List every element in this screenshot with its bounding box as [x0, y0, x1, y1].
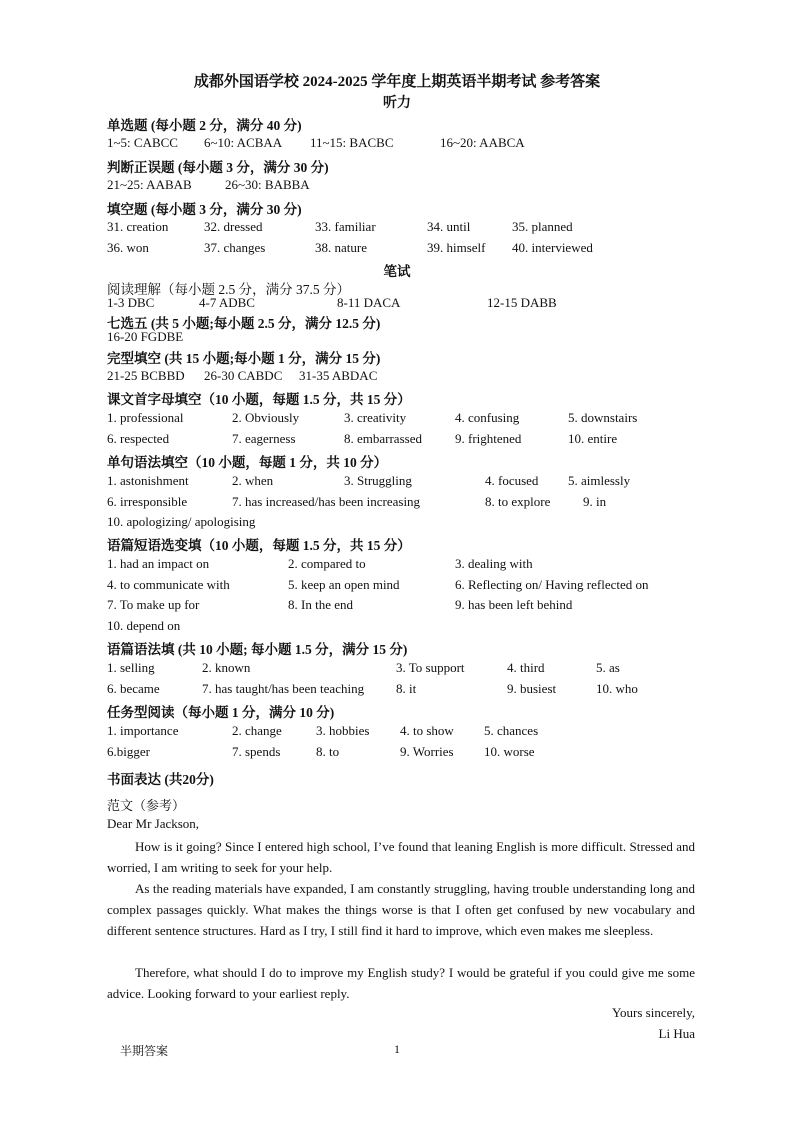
answer-cell: 8. In the end [288, 597, 353, 612]
section-heading-seven-five: 七选五 (共 5 小题;每小题 2.5 分，满分 12.5 分) [107, 316, 381, 331]
answer-row [107, 597, 707, 615]
answer-cell: 4-7 ADBC [199, 295, 255, 310]
answer-cell: 31. creation [107, 219, 169, 234]
section-heading-initial-letter: 课文首字母填空（10 小题，每题 1.5 分，共 15 分） [107, 392, 411, 407]
section-heading-task-reading: 任务型阅读（每小题 1 分，满分 10 分) [107, 705, 335, 720]
answer-cell: 38. nature [315, 240, 367, 255]
answer-cell: 9. Worries [400, 744, 454, 759]
answer-cell: 9. in [583, 494, 607, 509]
answer-cell: 3. To support [396, 660, 465, 675]
answer-cell: 1~5: CABCC [107, 135, 178, 150]
answer-cell: 4. third [507, 660, 545, 675]
section-heading-grammar-single: 单句语法填空（10 小题，每题 1 分，共 10 分） [107, 455, 388, 470]
answer-cell: 6. irresponsible [107, 494, 188, 509]
answer-row [107, 368, 707, 386]
answer-row [107, 660, 707, 678]
answer-row [107, 177, 707, 195]
letter-paragraph: Therefore, what should I do to improve my English study? I would be grateful if you could give me some advice. Looking forward to your earliest reply. [107, 965, 695, 1001]
answer-cell: 6.bigger [107, 744, 150, 759]
answer-cell: 5. chances [484, 723, 539, 738]
answer-row [107, 494, 707, 512]
answer-cell: 40. interviewed [512, 240, 593, 255]
answer-cell: 10. who [596, 681, 638, 696]
section-heading-single-choice: 单选题 (每小题 2 分，满分 40 分) [107, 118, 302, 133]
answer-cell: 5. aimlessly [568, 473, 631, 488]
answer-cell: 1. importance [107, 723, 179, 738]
answer-cell: 39. himself [427, 240, 486, 255]
written-header: 笔试 [383, 264, 411, 279]
answer-row [107, 219, 707, 237]
answer-row [107, 240, 707, 258]
answer-cell: 26-30 CABDC [204, 368, 283, 383]
answer-row [107, 723, 707, 741]
answer-cell: 16-20 FGDBE [107, 329, 184, 344]
answer-cell: 2. when [232, 473, 274, 488]
page-number: 1 [394, 1042, 400, 1056]
answer-cell: 2. compared to [288, 556, 366, 571]
answer-cell: 37. changes [204, 240, 266, 255]
answer-cell: 34. until [427, 219, 471, 234]
answer-cell: 6. Reflecting on/ Having reflected on [455, 577, 649, 592]
answer-row [107, 431, 707, 449]
section-heading-true-false: 判断正误题 (每小题 3 分，满分 30 分) [107, 160, 329, 175]
answer-cell: 26~30: BABBA [225, 177, 310, 192]
answer-cell: 9. busiest [507, 681, 557, 696]
answer-cell: 31-35 ABDAC [299, 368, 378, 383]
listening-header: 听力 [383, 96, 411, 111]
answer-cell: 3. Struggling [344, 473, 412, 488]
answer-cell: 3. dealing with [455, 556, 533, 571]
answer-cell: 1. selling [107, 660, 155, 675]
answer-cell: 7. has taught/has been teaching [202, 681, 365, 696]
answer-cell: 21-25 BCBBD [107, 368, 185, 383]
answer-row [107, 473, 707, 491]
section-heading-reading: 阅读理解（每小题 2.5 分，满分 37.5 分） [107, 282, 350, 297]
section-heading-phrase-choice: 语篇短语选变填（10 小题，每题 1.5 分，共 15 分） [107, 538, 411, 553]
answer-cell: 10. depend on [107, 618, 181, 633]
section-heading-cloze: 完型填空 (共 15 小题;每小题 1 分，满分 15 分) [107, 351, 381, 366]
answer-cell: 5. as [596, 660, 620, 675]
answer-cell: 7. To make up for [107, 597, 200, 612]
answer-cell: 7. has increased/has been increasing [232, 494, 421, 509]
answer-cell: 33. familiar [315, 219, 376, 234]
answer-cell: 7. eagerness [232, 431, 296, 446]
answer-cell: 9. has been left behind [455, 597, 573, 612]
answer-cell: 6~10: ACBAA [204, 135, 283, 150]
answer-cell: 8. embarrassed [344, 431, 422, 446]
answer-cell: 2. Obviously [232, 410, 300, 425]
answer-cell: 32. dressed [204, 219, 263, 234]
answer-cell: 4. focused [485, 473, 539, 488]
answer-row [107, 577, 707, 595]
answer-cell: 12-15 DABB [487, 295, 557, 310]
answer-row [107, 514, 707, 532]
letter-greeting: Dear Mr Jackson, [107, 816, 200, 831]
answer-row [107, 744, 707, 762]
answer-cell: 21~25: AABAB [107, 177, 192, 192]
section-heading-fill-blank: 填空题 (每小题 3 分，满分 30 分) [107, 202, 302, 217]
letter-signature: Li Hua [658, 1026, 695, 1041]
answer-cell: 5. downstairs [568, 410, 638, 425]
answer-cell: 3. hobbies [316, 723, 370, 738]
letter-closing: Yours sincerely, [611, 1005, 695, 1020]
answer-cell: 5. keep an open mind [288, 577, 400, 592]
letter-paragraph: How is it going? Since I entered high school, I’ve found that leaning English is more difficult. Stressed and worried, I am writing to seek for your help. [107, 839, 695, 875]
page-title: 成都外国语学校 2024-2025 学年度上期英语半期考试 参考答案 [193, 74, 601, 90]
answer-cell: 10. worse [484, 744, 535, 759]
answer-cell: 1-3 DBC [107, 295, 155, 310]
answer-row [107, 681, 707, 699]
answer-cell: 7. spends [232, 744, 281, 759]
answer-cell: 2. known [202, 660, 251, 675]
answer-cell: 4. to communicate with [107, 577, 230, 592]
answer-cell: 1. had an impact on [107, 556, 210, 571]
answer-cell: 6. became [107, 681, 160, 696]
letter-paragraph: As the reading materials have expanded, I am constantly struggling, having trouble understanding long and complex passages quickly. What makes the things worse is that I often get confused by new vocabulary and different sentence structures. Hard as I try, I still find it hard to improve, which even makes me sleepless. [107, 881, 695, 938]
answer-cell: 36. won [107, 240, 149, 255]
answer-cell: 6. respected [107, 431, 170, 446]
answer-cell: 8. to explore [485, 494, 551, 509]
answer-cell: 1. astonishment [107, 473, 189, 488]
answer-cell: 8. it [396, 681, 417, 696]
answer-cell: 16~20: AABCA [440, 135, 525, 150]
answer-cell: 11~15: BACBC [310, 135, 394, 150]
answer-cell: 3. creativity [344, 410, 407, 425]
answer-cell: 9. frightened [455, 431, 522, 446]
section-heading-writing: 书面表达 (共20分) [107, 772, 214, 787]
answer-row [107, 295, 707, 313]
answer-row [107, 329, 707, 347]
sample-label: 范文（参考） [107, 798, 186, 813]
answer-cell: 4. confusing [455, 410, 520, 425]
answer-cell: 10. apologizing/ apologising [107, 514, 256, 529]
answer-row [107, 556, 707, 574]
answer-row [107, 618, 707, 636]
answer-row [107, 410, 707, 428]
answer-cell: 4. to show [400, 723, 454, 738]
answer-cell: 8. to [316, 744, 340, 759]
answer-cell: 35. planned [512, 219, 573, 234]
answer-cell: 8-11 DACA [337, 295, 401, 310]
answer-cell: 2. change [232, 723, 282, 738]
section-heading-grammar-text: 语篇语法填 (共 10 小题; 每小题 1.5 分，满分 15 分) [107, 642, 408, 657]
answer-cell: 10. entire [568, 431, 618, 446]
footer-label: 半期答案 [120, 1044, 169, 1058]
answer-row [107, 135, 707, 153]
answer-cell: 1. professional [107, 410, 184, 425]
